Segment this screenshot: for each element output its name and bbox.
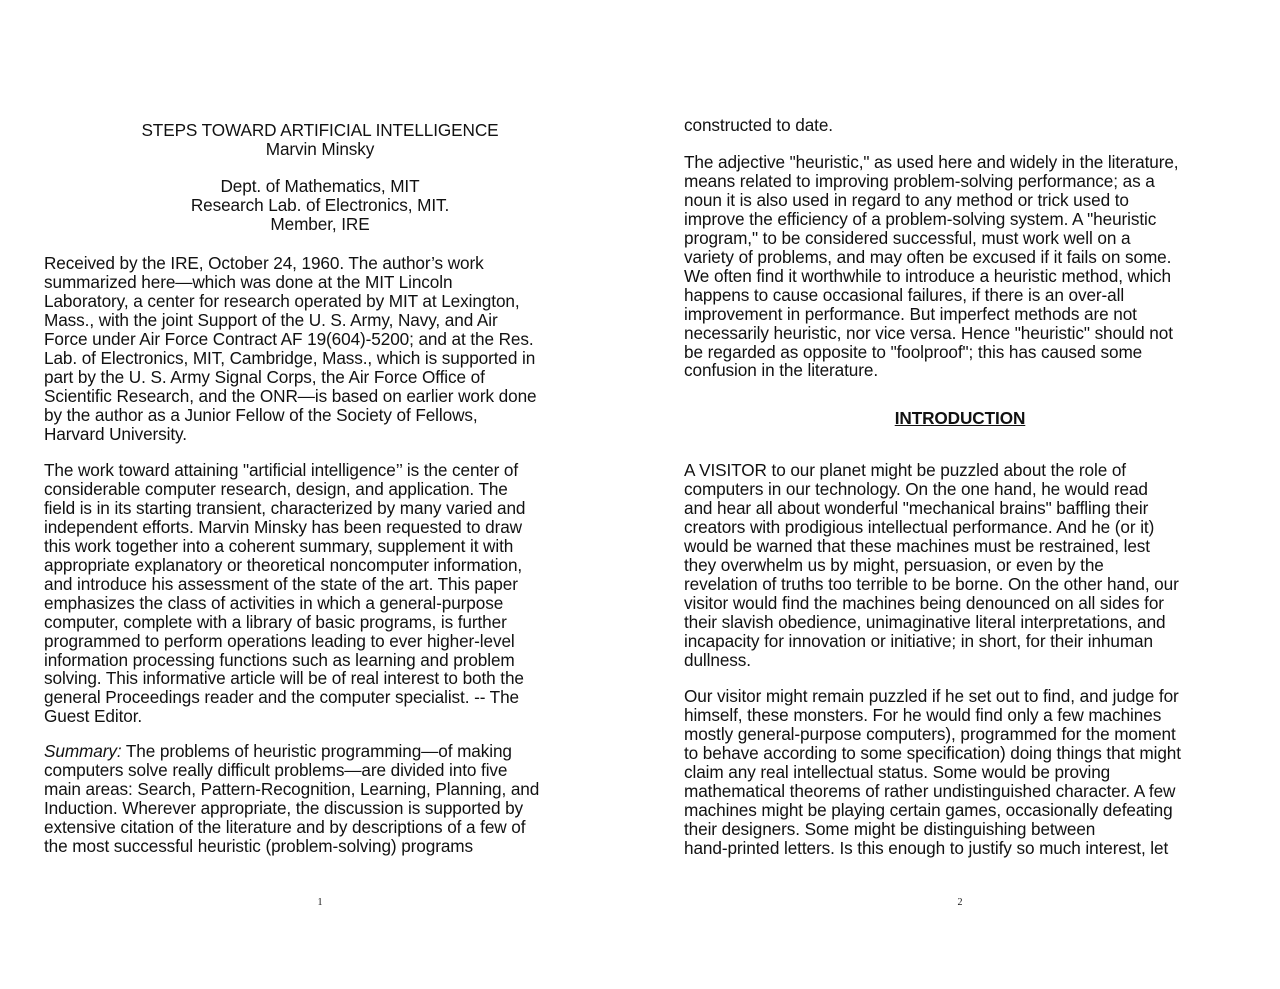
right-page — [640, 0, 1280, 989]
text-line: incapacity for innovation or initiative; in short, for their inhuman — [684, 630, 1153, 651]
text-line: Our visitor might remain puzzled if he set out to find, and judge for — [684, 686, 1179, 706]
text-line: independent efforts. Marvin Minsky has been requested to draw — [44, 516, 522, 537]
section-heading-text: INTRODUCTION — [894, 408, 1026, 428]
text-line: Guest Editor. — [44, 706, 143, 727]
heuristic-paragraph — [684, 153, 1244, 380]
text-line: revelation of truths too terrible to be borne. On the other hand, our — [684, 573, 1179, 594]
text-line: Force under Air Force Contract AF 19(604)-5200; and at the Res. — [44, 328, 534, 349]
text-line: and hear all about wonderful "mechanical brains" baffling their — [684, 497, 1149, 518]
text-line: the most successful heuristic (problem-solving) programs — [44, 835, 474, 856]
author-affiliation — [0, 177, 640, 234]
text-line: computers solve really difficult problems—are divided into five — [44, 759, 508, 780]
text-line: The work toward attaining "artificial intelligence’’ is the center of — [44, 460, 519, 480]
text-line: they overwhelm us by might, persuasion, or even by the — [684, 554, 1104, 575]
text-line: creators with prodigious intellectual performance. And he (or it) — [684, 516, 1155, 537]
received-note — [44, 254, 604, 444]
text-line: computers in our technology. On the one hand, he would read — [684, 478, 1148, 499]
text-line: necessarily heuristic, nor vice versa. Hence "heuristic" should not — [684, 322, 1173, 343]
text-line: general Proceedings reader and the computer specialist. -- The — [44, 687, 519, 708]
paper-header — [0, 121, 640, 159]
affiliation-line: Dept. of Mathematics, MIT — [220, 176, 420, 196]
text-line: improve the efficiency of a problem-solving system. A "heuristic — [684, 208, 1157, 229]
editor-note — [44, 461, 604, 726]
text-line: summarized here—which was done at the MIT Lincoln — [44, 271, 453, 292]
text-line: information processing functions such as learning and problem — [44, 649, 515, 670]
text-line: Laboratory, a center for research operated by MIT at Lexington, — [44, 290, 520, 311]
text-line: happens to cause occasional failures, if there is an over-all — [684, 284, 1125, 305]
text-line: Induction. Wherever appropriate, the discussion is supported by — [44, 797, 524, 818]
text-line: computer, complete with a library of basic programs, is further — [44, 611, 507, 632]
text-line: improvement in performance. But imperfect methods are not — [684, 303, 1137, 324]
text-line: programmed to perform operations leading to ever higher-level — [44, 630, 515, 651]
text-line: visitor would find the machines being denounced on all sides for — [684, 592, 1164, 613]
section-heading — [640, 409, 1280, 428]
text-line: this work together into a coherent summary, supplement it with — [44, 535, 514, 556]
text-line: hand-printed letters. Is this enough to justify so much interest, let — [684, 837, 1169, 858]
text-line: main areas: Search, Pattern-Recognition, Learning, Planning, and — [44, 778, 540, 799]
affiliation-line: Member, IRE — [270, 213, 370, 234]
text-line: constructed to date. — [684, 115, 833, 135]
text-line: their designers. Some might be distinguishing between — [684, 818, 1096, 839]
text-line: variety of problems, and may often be excused if it fails on some. — [684, 246, 1172, 267]
text-line: program," to be considered successful, must work well on a — [684, 227, 1131, 248]
text-line: The adjective "heuristic," as used here and widely in the literature, — [684, 152, 1179, 172]
text-line: extensive citation of the literature and by descriptions of a few of — [44, 816, 526, 837]
author-name: Marvin Minsky — [265, 138, 375, 159]
text-line: dullness. — [684, 649, 751, 670]
text-line: A VISITOR to our planet might be puzzled about the role of — [684, 460, 1126, 480]
page-number: 1 — [317, 897, 323, 908]
text-line: Lab. of Electronics, MIT, Cambridge, Mass., which is supported in — [44, 347, 536, 368]
summary-label: Summary: — [44, 741, 122, 761]
visitor-paragraph — [684, 461, 1244, 669]
text-line: noun it is also used in regard to any method or trick used to — [684, 189, 1129, 210]
text-line: claim any real intellectual status. Some would be proving — [684, 761, 1111, 782]
text-line: We often find it worthwhile to introduce a heuristic method, which — [684, 265, 1171, 286]
text-line: himself, these monsters. For he would find only a few machines — [684, 704, 1162, 725]
text-line: be regarded as opposite to "foolproof"; this has caused some — [684, 341, 1143, 362]
text-line: confusion in the literature. — [684, 360, 879, 381]
affiliation-line: Research Lab. of Electronics, MIT. — [190, 194, 450, 215]
summary-first-line-text: The problems of heuristic programming—of making — [121, 741, 512, 761]
text-line: Scientific Research, and the ONR—is based on earlier work done — [44, 385, 537, 406]
text-line: their slavish obedience, unimaginative literal interpretations, and — [684, 611, 1166, 632]
text-line: Harvard University. — [44, 423, 187, 444]
summary-first-line — [44, 742, 604, 761]
text-line: to behave according to some specification) doing things that might — [684, 742, 1181, 763]
text-line: by the author as a Junior Fellow of the Society of Fellows, — [44, 404, 478, 425]
text-line: machines might be playing certain games, occasionally defeating — [684, 799, 1173, 820]
text-line: considerable computer research, design, and application. The — [44, 478, 508, 499]
text-line: solving. This informative article will be of real interest to both the — [44, 668, 524, 689]
text-line: Mass., with the joint Support of the U. S. Army, Navy, and Air — [44, 309, 498, 330]
summary — [44, 742, 604, 856]
text-line: Received by the IRE, October 24, 1960. The author’s work — [44, 253, 484, 273]
text-line: would be warned that these machines must be restrained, lest — [684, 535, 1150, 556]
page-number: 2 — [957, 897, 963, 908]
text-line: appropriate explanatory or theoretical noncomputer information, — [44, 554, 523, 575]
text-line: mostly general-purpose computers), programmed for the moment — [684, 723, 1176, 744]
text-line: means related to improving problem-solving performance; as a — [684, 170, 1155, 191]
text-line: part by the U. S. Army Signal Corps, the Air Force Office of — [44, 366, 485, 387]
text-line: mathematical theorems of rather undistinguished character. A few — [684, 780, 1176, 801]
text-line: emphasizes the class of activities in which a general-purpose — [44, 592, 504, 613]
text-line: field is in its starting transient, characterized by many varied and — [44, 497, 526, 518]
continued-text — [684, 116, 1244, 135]
text-line: and introduce his assessment of the state of the art. This paper — [44, 573, 518, 594]
visitor-paragraph-2 — [684, 687, 1244, 858]
paper-title: STEPS TOWARD ARTIFICIAL INTELLIGENCE — [141, 120, 499, 140]
